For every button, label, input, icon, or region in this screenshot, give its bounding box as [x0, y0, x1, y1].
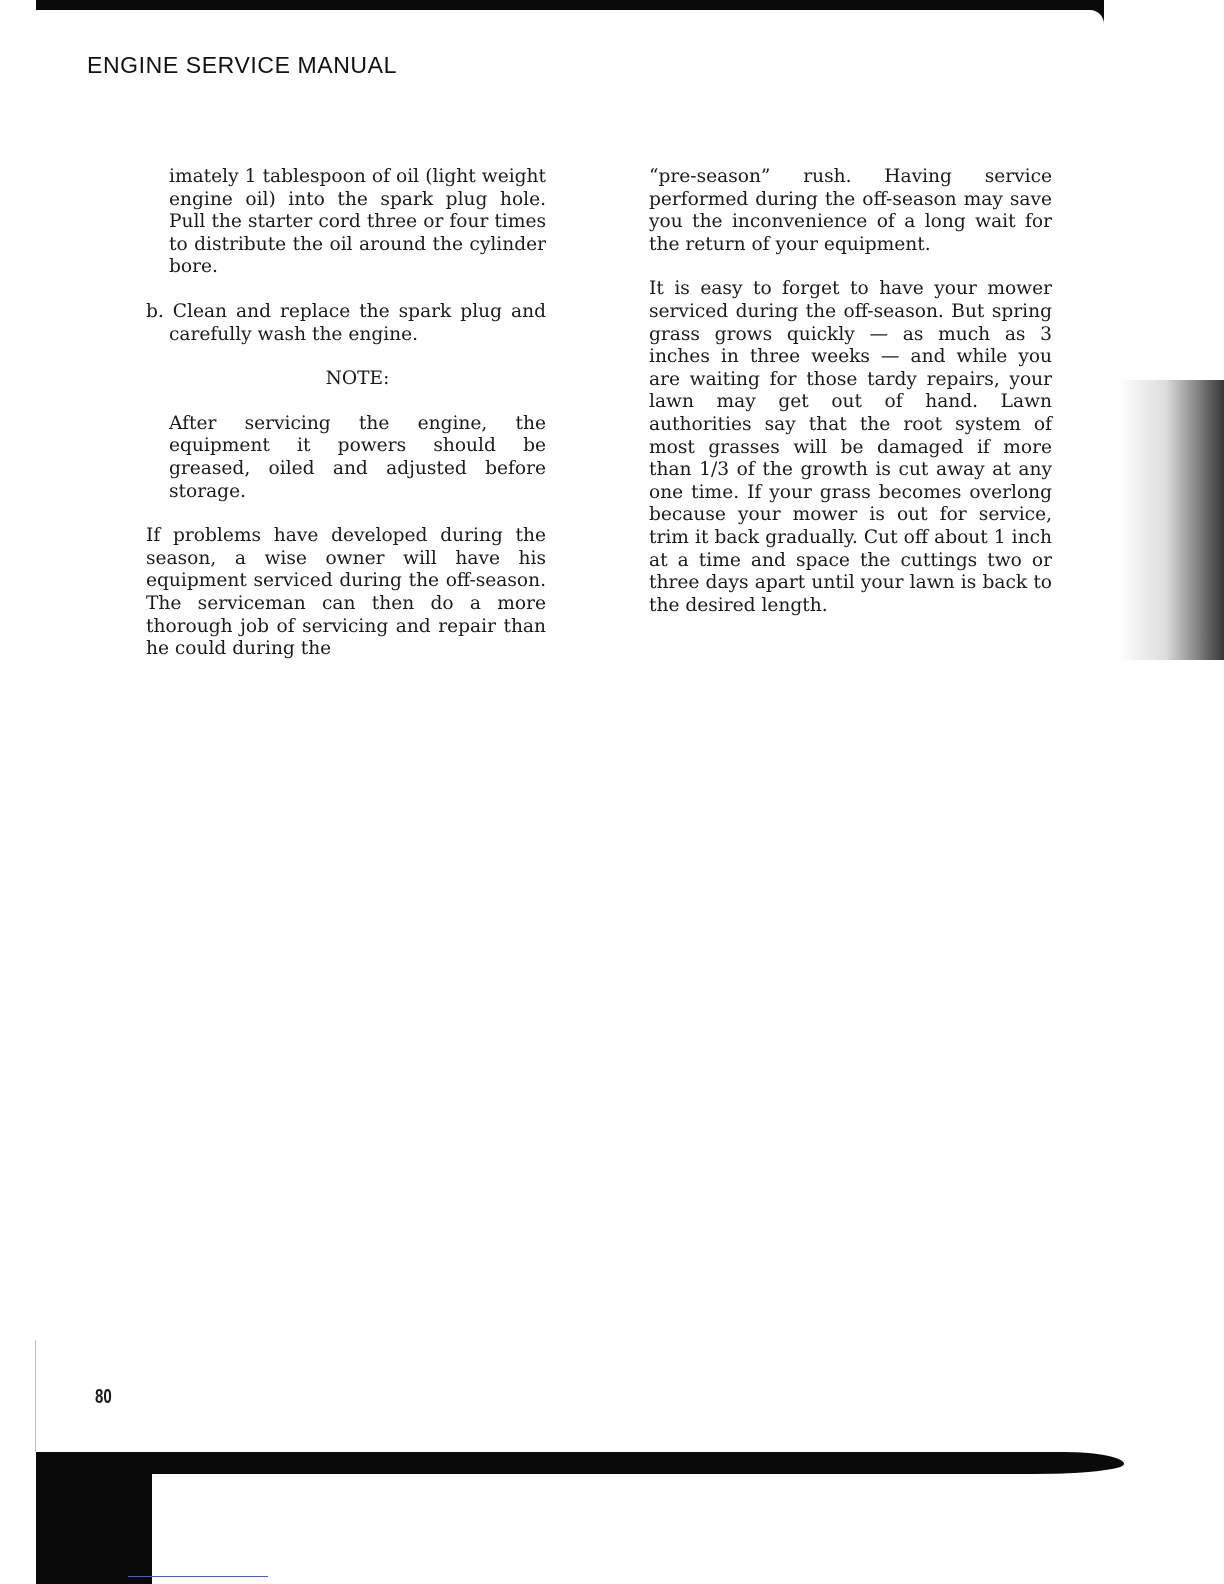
page-header-title: ENGINE SERVICE MANUAL	[87, 52, 397, 78]
scan-edge-right	[1104, 0, 1224, 1584]
scan-artifact-line	[128, 1576, 268, 1577]
note-body: After servicing the engine, the equipment it powers should be greased, oiled and adjusted before storage.	[169, 412, 546, 502]
mower-service-paragraph: It is easy to forget to have your mower serviced during the off-season. But spring grass grows quickly — as much as 3 inches in three weeks — and while you are waiting for those tardy repairs, your lawn may get out of hand. Lawn authorities say that the root system of most grasses will be damaged if more than 1/3 of the growth is cut away at any one time. If your grass becomes overlong because your mower is out for service, trim it back gradually. Cut off about 1 inch at a time and space the cuttings two or three days apart until your lawn is back to the desired length.	[649, 278, 1052, 616]
scan-shadow-right	[1118, 380, 1224, 660]
list-item-b	[146, 301, 546, 346]
off-season-paragraph: If problems have developed during the season, a wise owner will have his equipment serviced during the off-season. The serviceman can then do a more thorough job of servicing and repair than he could during the	[146, 525, 546, 660]
scan-edge-bottom-left	[36, 1470, 152, 1584]
note-heading: NOTE:	[325, 368, 390, 390]
scan-margin-line	[35, 1340, 36, 1452]
paragraph: b. Clean and replace the spark plug and carefully wash the engine.	[146, 300, 546, 345]
oil-instruction-continued	[146, 166, 546, 279]
left-column	[146, 166, 546, 661]
pre-season-paragraph: “pre-season” rush. Having service performed during the off-season may save you the inconvenience of a long wait for the return of your equipment.	[649, 166, 1052, 255]
paragraph: imately 1 tablespoon of oil (light weight engine oil) into the spark plug hole. Pull the starter cord three or four times to distribute the oil around the cylinder bore.	[169, 166, 546, 278]
right-column	[649, 166, 1052, 617]
scan-edge-bottom	[36, 1452, 1124, 1474]
page-number: 80	[95, 1386, 112, 1408]
